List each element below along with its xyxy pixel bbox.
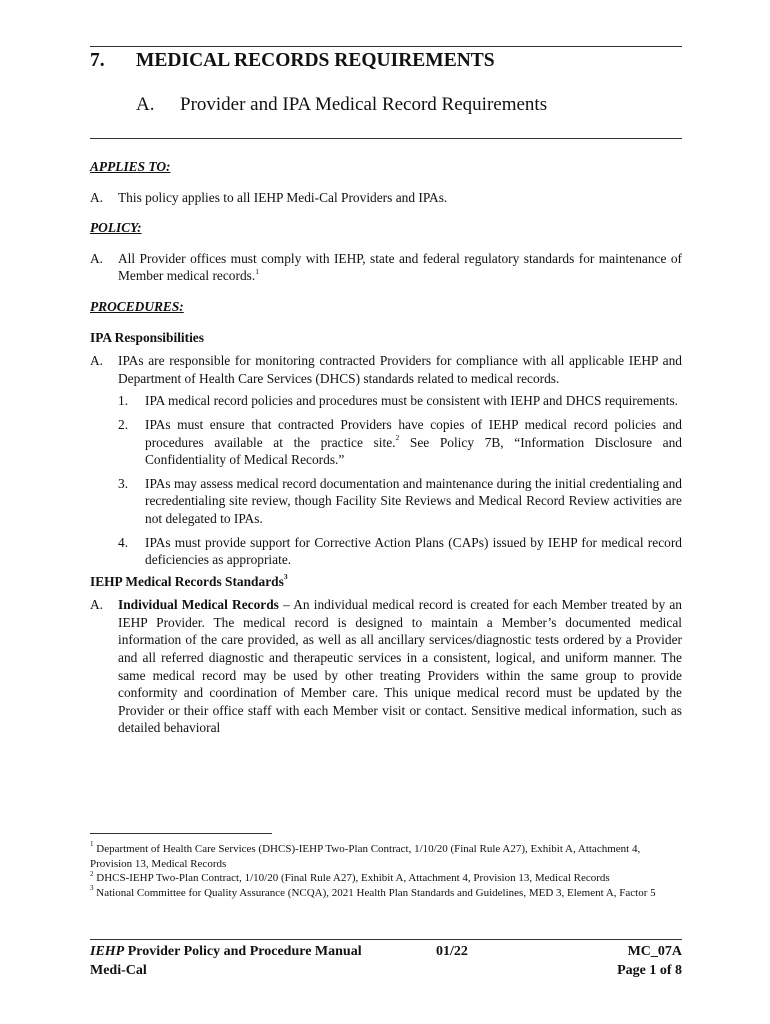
footer-manual-org: IEHP — [90, 944, 125, 959]
subitem-text: IPAs may assess medical record documentation and maintenance during the initial credentialing and recredentialing site review, though Facility Site Reviews and Medical Record Review activities are not delegated to IPAs. — [145, 475, 682, 526]
footer-program: Medi-Cal — [90, 963, 147, 978]
header-top-rule — [90, 46, 682, 47]
section-letter: A. — [136, 94, 155, 115]
footer-manual-title: Provider Policy and Procedure Manual — [124, 944, 362, 959]
section-heading — [136, 94, 547, 116]
subitem-label: 2. — [118, 416, 129, 432]
footer-policy-code: MC_07A — [627, 944, 682, 959]
footnote: $^3$ National Committee for Quality Assurance (NCQA), 2021 Health Plan Standards and Guidelines, MED 3, Element A, Factor 5 — [90, 884, 656, 899]
policy-heading: POLICY: — [90, 220, 142, 236]
chapter-number: 7. — [90, 50, 105, 71]
footer-date: 01/22 — [436, 944, 468, 959]
footnote-separator — [90, 833, 272, 834]
subitem-label: 3. — [118, 475, 129, 491]
footnote: $^1$ Department of Health Care Services (DHCS)-IEHP Two-Plan Contract, 1/10/20 (Final Rule A27), Exhibit A, Attachment 4, Provision 13, Medical Records — [90, 840, 641, 870]
footnote-ref: 3 — [283, 572, 288, 582]
footer-right — [617, 942, 682, 980]
subitem-text: IPAs must provide support for Corrective Action Plans (CAPs) issued by IEHP for medical record deficiencies as appropriate. — [145, 534, 682, 568]
footnote-ref: 2 — [395, 433, 400, 443]
subitem-label: 4. — [118, 534, 129, 550]
footer-rule — [90, 939, 682, 940]
medical-records-standards-heading: IEHP Medical Records Standards$^3$ — [90, 572, 288, 589]
item-text: IPAs are responsible for monitoring contracted Providers for compliance with all applicable IEHP and Department of Health Care Services (DHCS) standards related to medical records. — [118, 353, 682, 386]
footnotes — [90, 842, 682, 900]
chapter-title: MEDICAL RECORDS REQUIREMENTS — [136, 50, 495, 71]
ipa-subitem — [90, 475, 682, 528]
item-label: A. — [90, 353, 104, 369]
footer-left — [90, 942, 362, 980]
item-text: – An individual medical record is created for each Member treated by an IEHP Provider. The medical record is designed to maintain a Member’s documented medical information of the care provided, as well as all ancillary services/diagnostic tests ordered by a Provider and all referred diagnostic and therapeutic services in a consistent, logical, and uniform manner. The same medical record may be used by other treating Providers within the same group to provide conformity and coordination of Member care. This unique medical record must be updated by the Provider or their office staff with each Member visit or contact. Sensitive medical information, such as detailed behavioral — [118, 597, 682, 736]
ipa-item — [90, 352, 682, 387]
item-bold-title: Individual Medical Records — [118, 597, 279, 613]
subitem-label: 1. — [118, 393, 129, 409]
document-body — [90, 158, 682, 737]
subitem-text: IPAs must ensure that contracted Providers have copies of IEHP medical record policies and procedures available at the practice site. — [145, 416, 682, 450]
ipa-subitem — [90, 392, 682, 410]
item-text: This policy applies to all IEHP Medi-Cal Providers and IPAs. — [118, 189, 448, 205]
ipa-subitem — [90, 416, 682, 469]
footnote: $^2$ DHCS-IEHP Two-Plan Contract, 1/10/20 (Final Rule A27), Exhibit A, Attachment 4, Provision 13, Medical Records — [90, 869, 610, 885]
item-label: A. — [90, 250, 104, 266]
footnote-ref: 1 — [255, 266, 259, 276]
chapter-heading — [90, 50, 495, 72]
item-label: A. — [90, 189, 104, 205]
footer-page-number: Page 1 of 8 — [617, 963, 682, 978]
ipa-responsibilities-heading: IPA Responsibilities — [90, 329, 204, 345]
section-title: Provider and IPA Medical Record Requirements — [180, 94, 548, 115]
applies-to-heading: APPLIES TO: — [90, 159, 171, 174]
ipa-subitem — [90, 534, 682, 569]
standards-item — [90, 596, 682, 737]
subitem-text: IPA medical record policies and procedures must be consistent with IEHP and DHCS requirements. — [145, 393, 679, 409]
header-bottom-rule — [90, 138, 682, 139]
item-text: All Provider offices must comply with IEHP, state and federal regulatory standards for maintenance of Member medical records. — [118, 250, 682, 284]
applies-to-item — [90, 189, 682, 207]
policy-item — [90, 250, 682, 285]
subitem-text-cont: See Policy 7B, “Information Disclosure and Confidentiality of Medical Records.” — [145, 434, 683, 468]
item-label: A. — [90, 597, 104, 613]
procedures-heading: PROCEDURES: — [90, 298, 184, 314]
